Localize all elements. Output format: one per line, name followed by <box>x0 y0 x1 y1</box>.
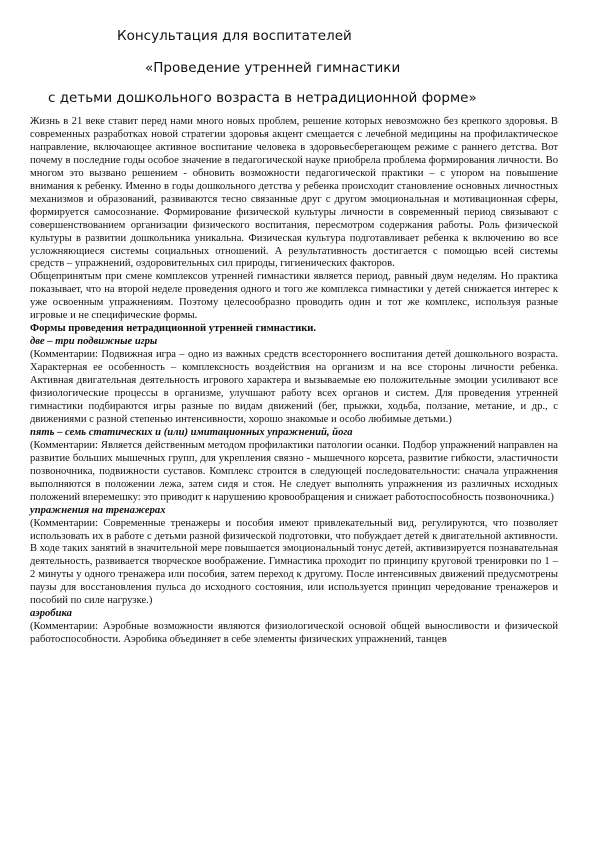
intro-paragraph: Жизнь в 21 веке ставит перед нами много новых проблем, решение которых невозможно без крепкого здоровья. В современных разработках новой стратегии здоровья акцент смещается с лечебной медицины на профилактическое направление, включающее активное воспитание человека в здоровьесберегающем режиме с раннего детства. Вот почему в последние годы особое значение в педагогической науке приобрела проблема формирования личности. Во многом это вызвано решением - обновить возможности педагогической практики – с упором на повышение внимания к ребенку. Именно в годы дошкольного детства у ребенка происходит становление основных личностных механизмов и образований, развиваются тесно связанные друг с другом эмоциональная и мотивационная сферы, формируется самосознание. Формирование физической культуры личности в современный период связывают с совершенствованием организации физического воспитания, пересмотром содержания работы. Роль физической культуры в развитии дошкольника уникальна. Физическая культура подготавливает ребенка к включению во все усложняющиеся системы социальных отношений. А результативность достигается с помощью всей системы средств – упражнений, оздоровительных сил природы, гигиенических факторов. <box>30 116 558 270</box>
document-title-line-1: Консультация для воспитателей <box>117 28 352 44</box>
form-comment-trainers: (Комментарии: Современные тренажеры и пособия имеют привлекательный вид, регулируются, что позволяет использовать их в работе с детьми разной физической подготовки, что побуждает детей к двигательной активности. В ходе таких занятий в значительной мере повышается эмоциональный тонус детей, активизируется познавательная деятельность, развивается творческое воображение. Гимнастика проходит по принципу круговой тренировки по 1 – 2 минуты у одного тренажера или пособия, затем переход к другому. После интенсивных движений предусмотрены паузы для восстановления пульса до исходного состояния, или используется принцип чередование тренажеров и пособий по силе нагрузке.) <box>30 517 558 607</box>
document-body <box>30 116 558 647</box>
document-title-line-3: с детьми дошкольного возраста в нетрадиционной форме» <box>48 90 477 106</box>
form-title-aerobics: аэробика <box>30 608 72 620</box>
form-comment-games: (Комментарии: Подвижная игра – одно из важных средств всестороннего воспитания детей дошкольного возраста. Характерная ее особенность – комплексность воздействия на организм и на все стороны личности ребенка. Активная двигательная деятельность игрового характера и вызываемые ею положительные эмоции усиливают все физиологические процессы в организме, улучшают работу всех органов и систем. Для проведения утренней гимнастики подбираются игры разные по видам движений (бег, прыжки, ходьба, ползание, метание, и др., с движениями с разной степенью интенсивности, хорошо знакомые и особо любимые детьми.) <box>30 349 558 425</box>
form-title-games: две – три подвижные игры <box>30 336 158 348</box>
form-comment-static-exercises: (Комментарии: Является действенным методом профилактики патологии осанки. Подбор упражнений направлен на развитие больших мышечных групп, для укрепления связно - мышечного корсета, развитие гибкости, эластичности позвоночника, подвижности суставов. Комплекс строится в следующей последовательности: сначала упражнения выполняются в положении лежа, затем сидя и стоя. Не следует выполнять упражнения из различных исходных положений вперемешку: это приводит к нарушению кровообращения и снижает работоспособность позвоночника.) <box>30 439 558 503</box>
document-title-line-2: «Проведение утренней гимнастики <box>145 60 401 76</box>
forms-heading: Формы проведения нетрадиционной утренней гимнастики. <box>30 323 317 335</box>
form-title-trainers: упражнения на тренажерах <box>30 504 166 516</box>
paragraph-complex-rotation: Общепринятым при смене комплексов утренней гимнастики является период, равный двум неделям. Но практика показывает, что на второй неделе проведения одного и того же комплекса гимнастики у детей снижается интерес к уже освоенным упражнениям. Поэтому целесообразно проводить один и тот же комплекс, используя разные игровые и не специфические формы. <box>30 271 558 322</box>
form-comment-aerobics: (Комментарии: Аэробные возможности являются физиологической основой общей выносливости и физической работоспособности. Аэробика объединяет в себе элементы физических упражнений, танцев <box>30 621 558 646</box>
form-title-static-exercises: пять – семь статических и (или) имитационных упражнений, йога <box>30 426 353 438</box>
